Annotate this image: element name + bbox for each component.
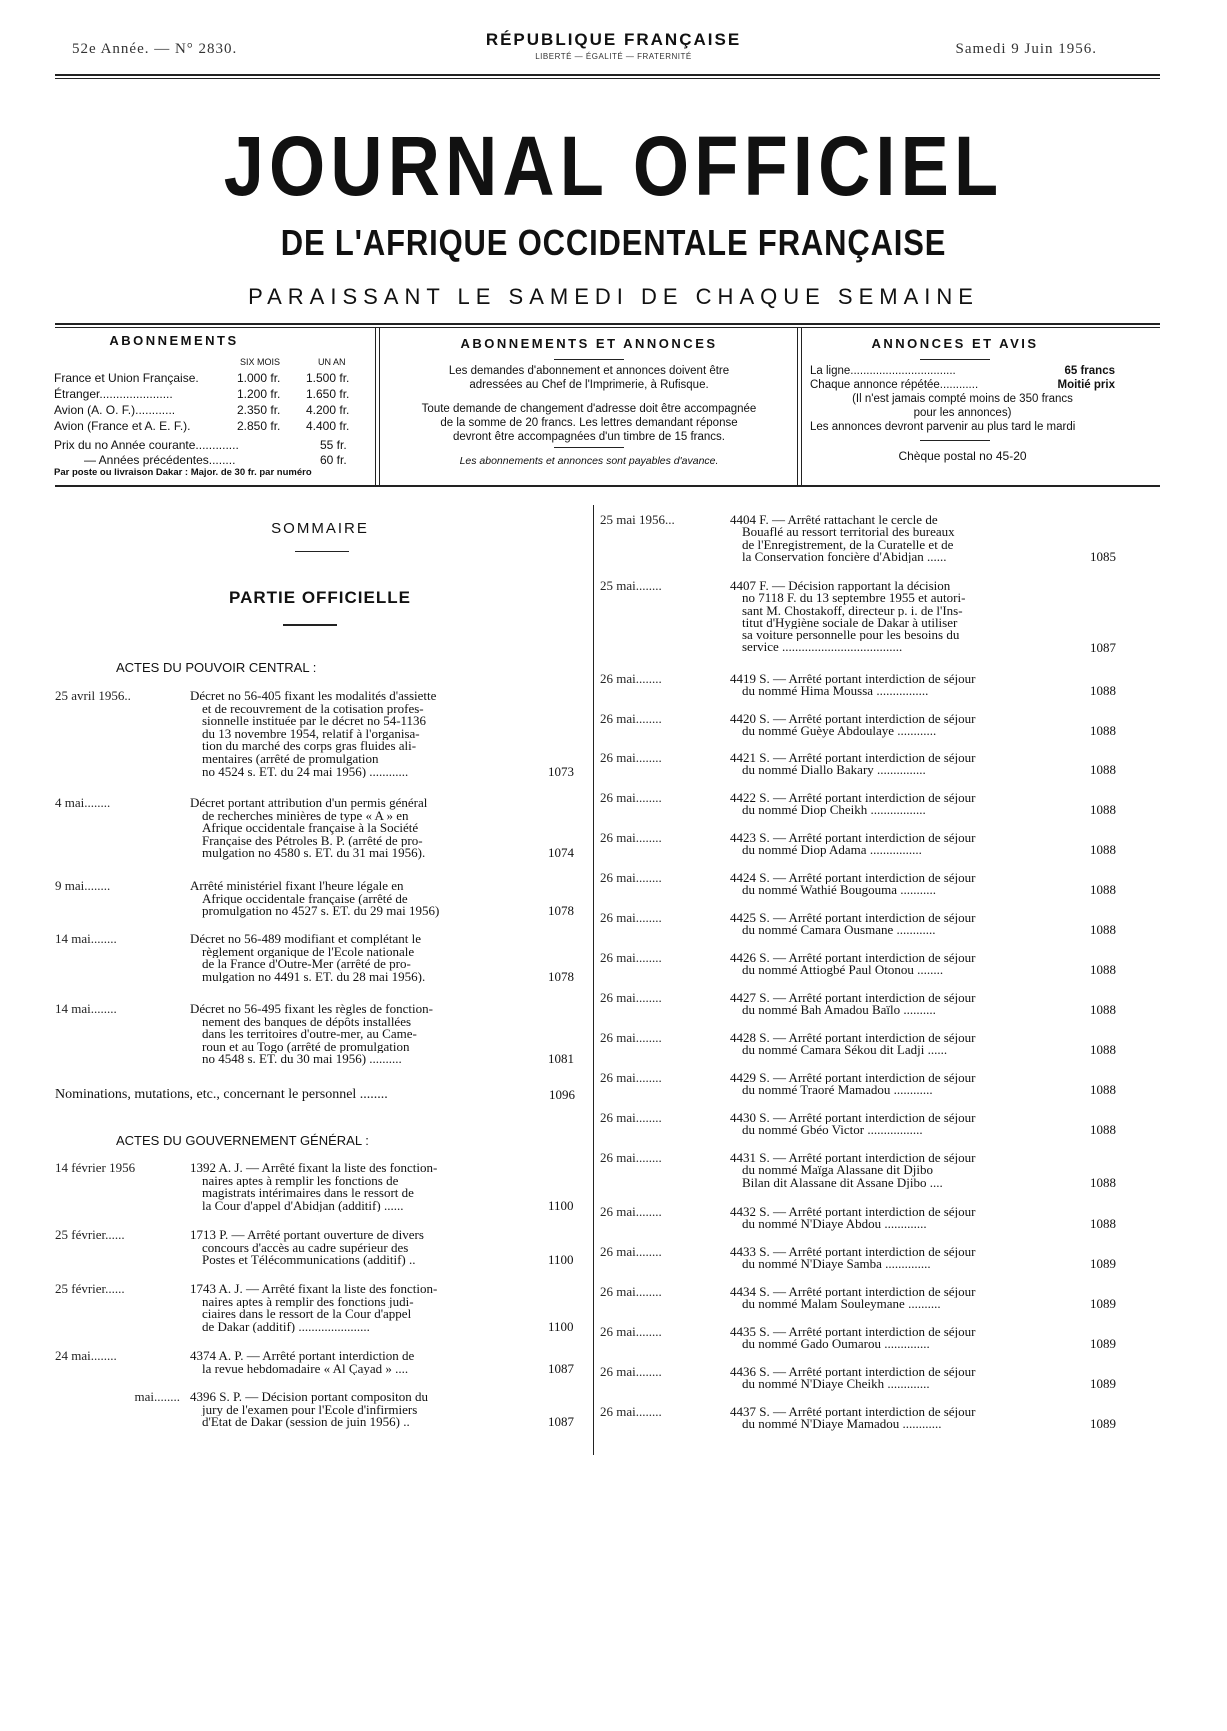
entry-date: 14 février 1956 bbox=[55, 1160, 136, 1175]
subs-ads-p2: Toute demande de changement d'adresse doit être accompagnée de la somme de 20 francs. Les lettres demandant réponse devront être accompagnées d'un timbre de 15 francs. bbox=[421, 403, 757, 443]
six-months-header: SIX MOIS bbox=[240, 357, 281, 367]
box-top-rule-thin bbox=[55, 327, 1160, 328]
entry-date: 25 mai 1956... bbox=[600, 512, 675, 527]
entry-page-number: 1088 bbox=[1090, 882, 1116, 898]
entry-line: 4423 S. — Arrêté portant interdiction de séjour bbox=[730, 832, 976, 845]
entry-line: Afrique occidentale française à la Société bbox=[202, 822, 419, 835]
entry-line: 4427 S. — Arrêté portant interdiction de séjour bbox=[730, 992, 976, 1005]
entry-text bbox=[190, 1283, 538, 1333]
subscriptions-title: ABONNEMENTS bbox=[109, 333, 239, 348]
entry-line: naires aptes à remplir les fonctions de bbox=[202, 1174, 399, 1188]
price-current-row: Prix du no Année courante............. 55 fr. bbox=[54, 438, 347, 452]
entry-text bbox=[730, 1112, 1080, 1137]
entry-text bbox=[730, 580, 1080, 654]
entry-line: et de recouvrement de la cotisation profes- bbox=[202, 702, 424, 716]
entry-page-number: 1088 bbox=[1090, 842, 1116, 858]
nominations-page: 1096 bbox=[549, 1087, 575, 1102]
entry-date: 26 mai........ bbox=[600, 830, 662, 845]
entry-line: titut d'Hygiène sociale de Dakar à utiliser bbox=[742, 616, 958, 630]
entry-line: no 4524 s. ET. du 24 mai 1956) ............ bbox=[202, 765, 409, 779]
entry-line: 4430 S. — Arrêté portant interdiction de séjour bbox=[730, 1112, 976, 1125]
entry-date: 14 mai........ bbox=[55, 1001, 117, 1016]
entry-line: du nommé N'Diaye Abdou ............. bbox=[742, 1218, 927, 1231]
box-divider-1b bbox=[379, 328, 380, 485]
entry-text bbox=[730, 1326, 1080, 1351]
entry-line: règlement organique de l'Ecole nationale bbox=[202, 945, 415, 959]
entry-date: 9 mai........ bbox=[55, 878, 111, 893]
entry-line: no 4548 s. ET. du 30 mai 1956) .......... bbox=[202, 1053, 402, 1066]
entry-line: du nommé Gado Oumarou .............. bbox=[742, 1338, 930, 1351]
entry-line: ciaires dans le ressort de la Cour d'appel bbox=[202, 1308, 412, 1321]
entry-line: du nommé Guèye Abdoulaye ............ bbox=[742, 725, 937, 738]
partie-officielle-title: PARTIE OFFICIELLE bbox=[229, 588, 411, 607]
entry-line: du nommé Diop Cheikh ................. bbox=[742, 804, 926, 817]
entry-line: 4404 F. — Arrêté rattachant le cercle de bbox=[730, 514, 938, 527]
entry-line: roun et au Togo (arrêté de promulgation bbox=[202, 1040, 410, 1054]
entry-line: du nommé Hima Moussa ................ bbox=[742, 685, 929, 698]
subscription-row: Étranger...................... 1.200 fr. 1.650 fr. bbox=[54, 387, 350, 401]
entry-date: mai........ bbox=[134, 1389, 180, 1404]
entry-line: 4429 S. — Arrêté portant interdiction de séjour bbox=[730, 1072, 976, 1085]
entry-line: dans les territoires d'outre-mer, au Came- bbox=[202, 1028, 417, 1041]
subscription-row: Avion (France et A. E. F.). 2.850 fr. 4.400 fr. bbox=[54, 419, 350, 433]
entry-line: 4428 S. — Arrêté portant interdiction de séjour bbox=[730, 1032, 976, 1045]
entry-text bbox=[730, 1286, 1080, 1311]
entry-date: 26 mai........ bbox=[600, 1070, 662, 1085]
entry-page-number: 1088 bbox=[1090, 1122, 1116, 1138]
entry-line: du nommé Bah Amadou Baïlo .......... bbox=[742, 1004, 936, 1017]
entry-text bbox=[730, 514, 1080, 563]
entry-line: 4422 S. — Arrêté portant interdiction de séjour bbox=[730, 792, 976, 805]
entry-line: Bouaflé au ressort territorial des bureaux bbox=[742, 526, 955, 539]
entry-text bbox=[730, 872, 1080, 897]
entry-date: 26 mai........ bbox=[600, 1150, 662, 1165]
entry-line: de Dakar (additif) ...................... bbox=[202, 1320, 370, 1334]
entry-page-number: 1088 bbox=[1090, 802, 1116, 818]
entry-line: de la France d'Outre-Mer (arrêté de pro- bbox=[202, 958, 411, 971]
deadline-note: Les annonces devront parvenir au plus tard le mardi bbox=[810, 421, 1076, 433]
entry-line: d'Etat de Dakar (session de juin 1956) .. bbox=[202, 1416, 410, 1429]
entry-date: 26 mai........ bbox=[600, 671, 662, 686]
entry-text bbox=[730, 952, 1080, 977]
nominations-entry: Nominations, mutations, etc., concernant le personnel ........ bbox=[55, 1087, 388, 1102]
entry-page-number: 1074 bbox=[548, 845, 574, 861]
entry-date: 26 mai........ bbox=[600, 1110, 662, 1125]
issue-date: Samedi 9 Juin 1956. bbox=[955, 41, 1097, 57]
line-price-row: La ligne................................. 65 francs bbox=[810, 365, 1115, 377]
entry-date: 24 mai........ bbox=[55, 1348, 117, 1363]
entry-line: 4396 S. P. — Décision portant compositon du bbox=[190, 1391, 428, 1404]
entry-page-number: 1088 bbox=[1090, 762, 1116, 778]
entry-text bbox=[730, 1246, 1080, 1271]
entry-line: du nommé N'Diaye Mamadou ............ bbox=[742, 1418, 942, 1431]
motto: LIBERTÉ — ÉGALITÉ — FRATERNITÉ bbox=[535, 52, 692, 61]
one-year-header: UN AN bbox=[318, 357, 346, 367]
sommaire-title: SOMMAIRE bbox=[271, 520, 369, 537]
entry-text bbox=[730, 713, 1080, 738]
entry-text bbox=[730, 992, 1080, 1017]
subscription-row: France et Union Française. 1.000 fr. 1.500 fr. bbox=[54, 371, 350, 385]
entry-date: 25 mai........ bbox=[600, 578, 662, 593]
ads-box bbox=[810, 336, 1115, 463]
entry-date: 26 mai........ bbox=[600, 750, 662, 765]
entry-line: mentaires (arrêté de promulgation bbox=[202, 752, 379, 766]
entry-line: magistrats intérimaires dans le ressort de bbox=[202, 1187, 414, 1200]
entry-line: la Cour d'appel d'Abidjan (additif) ...... bbox=[202, 1199, 404, 1213]
entry-page-number: 1078 bbox=[548, 903, 574, 919]
entry-date: 26 mai........ bbox=[600, 711, 662, 726]
entry-text bbox=[190, 1003, 538, 1066]
entry-date: 26 mai........ bbox=[600, 870, 662, 885]
entry-line: mulgation no 4491 s. ET. du 28 mai 1956). bbox=[202, 970, 426, 984]
entry-line: du nommé N'Diaye Cheikh ............. bbox=[742, 1378, 930, 1391]
box-divider-1 bbox=[375, 328, 376, 485]
entry-line: du nommé N'Diaye Samba .............. bbox=[742, 1258, 931, 1271]
journal-subtitle: DE L'AFRIQUE OCCIDENTALE FRANÇAISE bbox=[280, 222, 947, 263]
entry-text bbox=[190, 880, 538, 918]
entry-page-number: 1088 bbox=[1090, 1042, 1116, 1058]
entry-text bbox=[730, 1152, 1080, 1189]
entry-line: 4426 S. — Arrêté portant interdiction de séjour bbox=[730, 952, 976, 965]
entry-page-number: 1088 bbox=[1090, 1216, 1116, 1232]
entry-line: du nommé Camara Sékou dit Ladji ...... bbox=[742, 1044, 948, 1057]
entry-line: 4436 S. — Arrêté portant interdiction de séjour bbox=[730, 1366, 976, 1379]
entry-page-number: 1100 bbox=[548, 1197, 574, 1213]
entry-text bbox=[730, 673, 1080, 698]
entry-line: Bilan dit Alassane dit Assane Djibo .... bbox=[742, 1176, 943, 1189]
entry-line: Décret portant attribution d'un permis général bbox=[190, 797, 428, 810]
partie-underline bbox=[283, 624, 337, 626]
entry-line: la Conservation foncière d'Abidjan ...... bbox=[742, 550, 947, 564]
entry-page-number: 1089 bbox=[1090, 1376, 1116, 1392]
entry-line: tion du marché des corps gras fluides ali- bbox=[202, 740, 417, 753]
entry-text bbox=[190, 1391, 538, 1429]
entry-date: 26 mai........ bbox=[600, 1324, 662, 1339]
entry-page-number: 1088 bbox=[1090, 723, 1116, 739]
entry-page-number: 1088 bbox=[1090, 1082, 1116, 1098]
entry-text bbox=[730, 1406, 1080, 1431]
price-previous-row: — Années précédentes........ 60 fr. bbox=[84, 453, 347, 467]
entry-line: du nommé Diop Adama ................ bbox=[742, 844, 922, 857]
entry-line: 1713 P. — Arrêté portant ouverture de divers bbox=[190, 1229, 424, 1242]
entry-line: du nommé Camara Ousmane ............ bbox=[742, 924, 936, 937]
entry-text bbox=[190, 1229, 538, 1267]
journal-title: JOURNAL OFFICIEL bbox=[223, 119, 1004, 213]
entry-line: 4435 S. — Arrêté portant interdiction de séjour bbox=[730, 1326, 976, 1339]
entry-page-number: 1088 bbox=[1090, 683, 1116, 699]
entry-line: du nommé Traoré Mamadou ............ bbox=[742, 1084, 933, 1097]
header-rule bbox=[55, 74, 1160, 76]
entry-page-number: 1081 bbox=[548, 1051, 574, 1067]
entry-line: du nommé Gbéo Victor ................. bbox=[742, 1124, 923, 1137]
entry-page-number: 1100 bbox=[548, 1252, 574, 1268]
entry-page-number: 1087 bbox=[1090, 639, 1116, 655]
entry-page-number: 1085 bbox=[1090, 548, 1116, 564]
subscription-row: Avion (A. O. F.)............ 2.350 fr. 4.200 fr. bbox=[54, 403, 350, 417]
ads-title-underline bbox=[920, 359, 990, 360]
entry-date: 26 mai........ bbox=[600, 1284, 662, 1299]
republic-title: RÉPUBLIQUE FRANÇAISE bbox=[485, 30, 742, 49]
entry-page-number: 1100 bbox=[548, 1318, 574, 1334]
cheque-postal: Chèque postal no 45-20 bbox=[898, 449, 1027, 463]
entry-line: Postes et Télécommunications (additif) .. bbox=[202, 1254, 416, 1267]
journal-tagline: PARAISSANT LE SAMEDI DE CHAQUE SEMAINE bbox=[248, 284, 979, 309]
entry-date: 26 mai........ bbox=[600, 1244, 662, 1259]
p2-underline bbox=[554, 447, 624, 448]
entry-text bbox=[730, 1072, 1080, 1097]
entry-line: 4434 S. — Arrêté portant interdiction de séjour bbox=[730, 1286, 976, 1299]
entry-line: sant M. Chostakoff, directeur p. i. de l'Ins- bbox=[742, 604, 963, 617]
entry-line: Française des Pétroles B. P. (arrêté de pro- bbox=[202, 834, 423, 848]
entry-line: de recherches minières de type « A » en bbox=[202, 809, 409, 823]
entry-date: 25 février...... bbox=[55, 1281, 125, 1296]
column-divider bbox=[593, 505, 594, 1455]
entry-line: 4433 S. — Arrêté portant interdiction de séjour bbox=[730, 1246, 976, 1259]
postal-note: Par poste ou livraison Dakar : Major. de 30 fr. par numéro bbox=[54, 467, 312, 478]
entry-page-number: 1088 bbox=[1090, 1002, 1116, 1018]
entry-text bbox=[190, 1350, 538, 1375]
entry-date: 4 mai........ bbox=[55, 795, 111, 810]
entry-date: 26 mai........ bbox=[600, 1204, 662, 1219]
entry-page-number: 1088 bbox=[1090, 1174, 1116, 1190]
entry-page-number: 1089 bbox=[1090, 1416, 1116, 1432]
entry-date: 25 février...... bbox=[55, 1227, 125, 1242]
box-top-rule bbox=[55, 323, 1160, 325]
repeat-price-row: Chaque annonce répétée............ Moitié prix bbox=[810, 379, 1115, 391]
header-rule-thin bbox=[55, 78, 1160, 79]
entry-date: 25 avril 1956.. bbox=[55, 688, 131, 703]
entry-page-number: 1073 bbox=[548, 763, 574, 779]
issue-number: 52e Année. — N° 2830. bbox=[72, 41, 238, 57]
min-note: (Il n'est jamais compté moins de 350 francs pour les annonces) bbox=[852, 393, 1073, 419]
entry-line: du nommé Attiogbé Paul Otonou ........ bbox=[742, 964, 944, 977]
entry-date: 26 mai........ bbox=[600, 910, 662, 925]
entry-date: 26 mai........ bbox=[600, 1404, 662, 1419]
entry-line: sa voiture personnelle pour les besoins du bbox=[742, 629, 960, 642]
entry-line: Afrique occidentale française (arrêté de bbox=[202, 892, 408, 906]
entry-line: 4424 S. — Arrêté portant interdiction de séjour bbox=[730, 872, 976, 885]
entry-line: Décret no 56-495 fixant les règles de fonction- bbox=[190, 1003, 433, 1016]
entry-line: Décret no 56-489 modifiant et complétant le bbox=[190, 933, 422, 946]
subs-ads-title: ABONNEMENTS ET ANNONCES bbox=[460, 336, 718, 351]
entry-line: nement des banques de dépôts installées bbox=[202, 1015, 412, 1029]
entry-line: 4407 F. — Décision rapportant la décision bbox=[730, 580, 951, 593]
subs-ads-p1: Les demandes d'abonnement et annonces doivent être adressées au Chef de l'Imprimerie, à Rufisque. bbox=[448, 365, 730, 391]
subs-ads-box bbox=[385, 336, 793, 468]
entry-page-number: 1088 bbox=[1090, 962, 1116, 978]
entry-line: 4374 A. P. — Arrêté portant interdiction de bbox=[190, 1350, 415, 1363]
entry-page-number: 1088 bbox=[1090, 922, 1116, 938]
entry-page-number: 1089 bbox=[1090, 1336, 1116, 1352]
entry-text bbox=[730, 1032, 1080, 1057]
entry-page-number: 1087 bbox=[548, 1414, 574, 1430]
box-bottom-rule bbox=[55, 485, 1160, 487]
entry-line: jury de l'examen pour l'Ecole d'infirmiers bbox=[202, 1403, 418, 1417]
entry-text bbox=[730, 1366, 1080, 1391]
section-gouvernement-general: ACTES DU GOUVERNEMENT GÉNÉRAL : bbox=[116, 1133, 369, 1148]
entry-line: naires aptes à remplir des fonctions judi- bbox=[202, 1295, 414, 1309]
entry-date: 26 mai........ bbox=[600, 790, 662, 805]
entry-line: 4425 S. — Arrêté portant interdiction de séjour bbox=[730, 912, 976, 925]
entry-date: 26 mai........ bbox=[600, 990, 662, 1005]
entry-text bbox=[730, 752, 1080, 777]
entry-page-number: 1089 bbox=[1090, 1296, 1116, 1312]
entry-line: de l'Enregistrement, de la Curatelle et de bbox=[742, 538, 954, 551]
entry-date: 14 mai........ bbox=[55, 931, 117, 946]
entry-line: 4437 S. — Arrêté portant interdiction de séjour bbox=[730, 1406, 976, 1419]
entry-page-number: 1078 bbox=[548, 968, 574, 984]
entry-page-number: 1087 bbox=[548, 1360, 574, 1376]
entry-line: 1392 A. J. — Arrêté fixant la liste des fonction- bbox=[190, 1162, 438, 1175]
section-pouvoir-central: ACTES DU POUVOIR CENTRAL : bbox=[116, 660, 317, 675]
entry-text bbox=[190, 1162, 538, 1212]
entry-text bbox=[730, 792, 1080, 817]
box-divider-2 bbox=[797, 328, 798, 485]
entry-date: 26 mai........ bbox=[600, 1364, 662, 1379]
entry-line: 4431 S. — Arrêté portant interdiction de séjour bbox=[730, 1152, 976, 1165]
entry-line: 4419 S. — Arrêté portant interdiction de séjour bbox=[730, 673, 976, 686]
entry-line: concours d'accès au cadre supérieur des bbox=[202, 1241, 409, 1255]
entry-line: 4432 S. — Arrêté portant interdiction de séjour bbox=[730, 1206, 976, 1219]
title-underline bbox=[554, 359, 624, 360]
entry-line: du nommé Diallo Bakary ............... bbox=[742, 764, 926, 777]
entry-line: la revue hebdomadaire « Al Çayad » .... bbox=[202, 1362, 409, 1376]
entry-line: 1743 A. J. — Arrêté fixant la liste des fonction- bbox=[190, 1283, 438, 1296]
entry-text bbox=[730, 1206, 1080, 1231]
entry-line: promulgation no 4527 s. ET. du 29 mai 1956) bbox=[202, 905, 440, 918]
entry-line: 4421 S. — Arrêté portant interdiction de séjour bbox=[730, 752, 976, 765]
entry-line: Arrêté ministériel fixant l'heure légale en bbox=[190, 880, 404, 893]
entry-text bbox=[730, 912, 1080, 937]
entry-line: service ..................................... bbox=[742, 641, 903, 654]
subs-ads-footer: Les abonnements et annonces sont payables d'avance. bbox=[459, 455, 719, 467]
box-divider-2b bbox=[801, 328, 802, 485]
entry-page-number: 1089 bbox=[1090, 1256, 1116, 1272]
entry-line: 4420 S. — Arrêté portant interdiction de séjour bbox=[730, 713, 976, 726]
entry-line: du nommé Wathié Bougouma ........... bbox=[742, 884, 937, 897]
entry-line: du nommé Malam Souleymane .......... bbox=[742, 1298, 941, 1311]
entry-line: sionnelle instituée par le décret no 54-1136 bbox=[202, 715, 427, 728]
entry-date: 26 mai........ bbox=[600, 1030, 662, 1045]
entry-line: mulgation no 4580 s. ET. du 31 mai 1956). bbox=[202, 847, 426, 860]
subscriptions-box bbox=[54, 333, 372, 478]
entry-line: du 13 novembre 1954, relatif à l'organisa- bbox=[202, 727, 420, 741]
entry-text bbox=[190, 797, 538, 860]
ads-underline bbox=[920, 440, 990, 441]
entry-date: 26 mai........ bbox=[600, 950, 662, 965]
sommaire-underline bbox=[295, 551, 349, 552]
entry-text bbox=[190, 690, 538, 778]
entry-line: du nommé Maïga Alassane dit Djibo bbox=[742, 1164, 934, 1177]
entry-line: no 7118 F. du 13 septembre 1955 et autori- bbox=[742, 592, 966, 605]
entry-text bbox=[730, 832, 1080, 857]
ads-title: ANNONCES ET AVIS bbox=[871, 336, 1039, 351]
entry-line: Décret no 56-405 fixant les modalités d'assiette bbox=[190, 690, 437, 703]
entry-text bbox=[190, 933, 538, 983]
